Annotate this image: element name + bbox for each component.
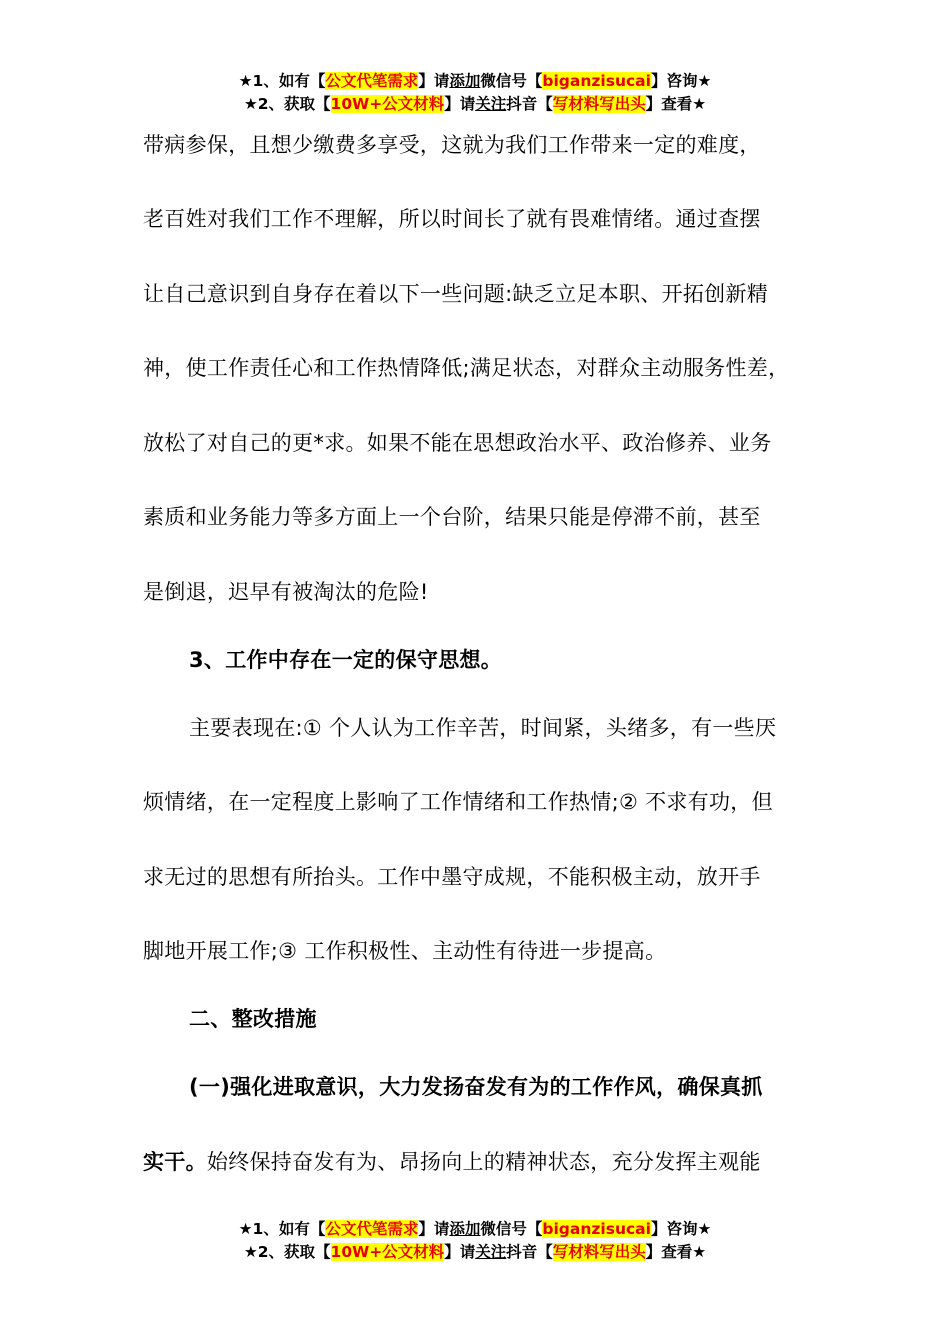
douyin-highlight: 写材料写出头 (552, 95, 646, 113)
body-line: 脚地开展工作;③ 工作积极性、主动性有待进一步提高。 (143, 939, 667, 963)
subsection-heading-1: (一)强化进取意识，大力发扬奋发有为的工作作风，确保真抓 (189, 1075, 763, 1099)
banner-line-1 (0, 1218, 950, 1241)
banner-text: 微信号【 (480, 72, 543, 90)
banner-text: 】请 (418, 72, 450, 90)
section-heading-measures: 二、整改措施 (189, 1007, 317, 1031)
body-line: 放松了对自己的更*求。如果不能在思想政治水平、政治修养、业务 (143, 431, 772, 455)
body-line: 主要表现在:① 个人认为工作辛苦，时间紧，头绪多，有一些厌 (189, 716, 777, 740)
banner-line-1 (0, 70, 950, 93)
footer-banner (0, 1218, 950, 1264)
header-banner (0, 70, 950, 116)
banner-text: 】咨询★ (650, 1220, 712, 1238)
subsection-heading-end: 实干。 (143, 1150, 207, 1174)
body-line: 是倒退，迟早有被淘汰的危险! (143, 580, 429, 604)
banner-text: 微信号【 (480, 1220, 543, 1238)
banner-text: ★1、如有【 (238, 1220, 326, 1238)
highlight-text: 公文代笔需求 (325, 1220, 419, 1238)
body-line: 烦情绪，在一定程度上影响了工作情绪和工作热情;② 不求有功，但 (143, 790, 773, 814)
body-line: 神，使工作责任心和工作热情降低;满足状态，对群众主动服务性差， (143, 356, 790, 380)
body-line (143, 1147, 761, 1177)
banner-text: 】请 (418, 1220, 450, 1238)
underlined-text: 关注 (475, 95, 507, 113)
banner-text: 抖音【 (506, 1243, 553, 1261)
banner-text: 】请 (444, 1243, 476, 1261)
banner-line-2 (0, 1241, 950, 1264)
body-line: 老百姓对我们工作不理解，所以时间长了就有畏难情绪。通过查摆 (143, 207, 761, 231)
banner-text: ★2、获取【 (243, 95, 331, 113)
body-line: 素质和业务能力等多方面上一个台阶，结果只能是停滞不前，甚至 (143, 505, 761, 529)
body-text: 始终保持奋发有为、昂扬向上的精神状态，充分发挥主观能 (206, 1150, 761, 1174)
section-heading-3: 3、工作中存在一定的保守思想。 (189, 648, 503, 672)
wechat-id-highlight: biganzisucai (542, 72, 651, 90)
underlined-text: 添加 (449, 72, 481, 90)
banner-text: ★1、如有【 (238, 72, 326, 90)
banner-text: 】查看★ (645, 1243, 707, 1261)
banner-text: 】请 (444, 95, 476, 113)
banner-text: 抖音【 (506, 95, 553, 113)
banner-text: 】咨询★ (650, 72, 712, 90)
banner-text: 】查看★ (645, 95, 707, 113)
underlined-text: 添加 (449, 1220, 481, 1238)
body-line: 让自己意识到自身存在着以下一些问题:缺乏立足本职、开拓创新精 (143, 282, 769, 306)
body-line: 求无过的思想有所抬头。工作中墨守成规，不能积极主动，放开手 (143, 865, 761, 889)
underlined-text: 关注 (475, 1243, 507, 1261)
douyin-highlight: 写材料写出头 (552, 1243, 646, 1261)
banner-line-2 (0, 93, 950, 116)
wechat-id-highlight: biganzisucai (542, 1220, 651, 1238)
highlight-text: 10W+公文材料 (330, 95, 445, 113)
highlight-text: 10W+公文材料 (330, 1243, 445, 1261)
banner-text: ★2、获取【 (243, 1243, 331, 1261)
highlight-text: 公文代笔需求 (325, 72, 419, 90)
body-line: 带病参保，且想少缴费多享受，这就为我们工作带来一定的难度， (143, 133, 761, 157)
